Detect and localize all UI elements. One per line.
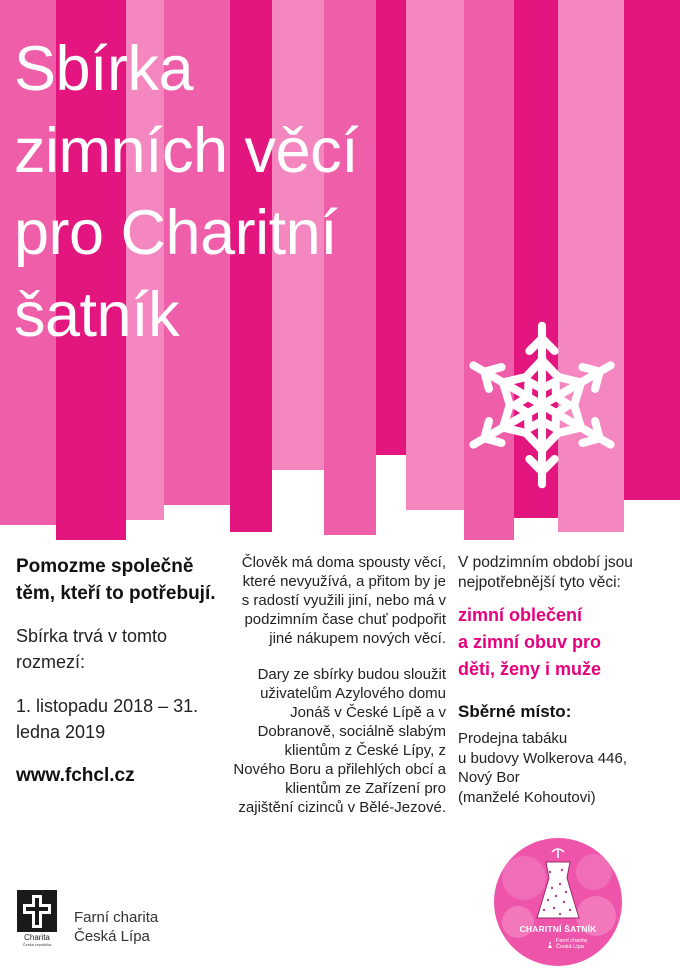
- lead-text: Pomozme společně těm, kteří to potřebují.: [16, 556, 216, 604]
- intro-paragraph: Člověk má doma spousty věcí, které nevyužívá, a přitom by je s radostí využili jiní, nebo má v podzimním čase chuť podpořit jiné nákupem nových věcí.: [241, 554, 446, 647]
- title-line: Sbírka: [14, 34, 194, 104]
- charitni-satnik-badge: [494, 838, 622, 966]
- info-column-middle: [232, 553, 446, 834]
- snowflake-icon: [452, 315, 632, 495]
- info-column-left: [16, 553, 221, 789]
- address-line: u budovy Wolkerova 446,: [458, 749, 627, 767]
- collection-point-address: [458, 729, 663, 807]
- needed-items: [458, 602, 663, 683]
- address-line: Prodejna tabáku: [458, 730, 568, 747]
- website-link[interactable]: www.fchcl.cz: [16, 765, 135, 786]
- stripe: [624, 0, 680, 500]
- info-column-right: [458, 553, 663, 807]
- badge-subtitle-line: Česká Lípa: [556, 944, 584, 950]
- logo-subcaption: Česká republika: [22, 942, 52, 947]
- badge-subtitle-line: Farní charita: [556, 938, 587, 944]
- collection-point-title: Sběrné místo:: [458, 702, 572, 721]
- badge-subtitle: [556, 938, 606, 950]
- needed-items-intro: V podzimním období jsou nejpotřebnější tyto věci:: [458, 554, 633, 591]
- needed-items-line: zimní oblečení: [458, 605, 583, 625]
- address-line: (manželé Kohoutovi): [458, 788, 596, 806]
- duration-label: Sbírka trvá v tomto rozmezí:: [16, 626, 168, 672]
- title-line: pro Charitní: [14, 198, 338, 268]
- organization-name-line: Česká Lípa: [74, 928, 150, 945]
- organization-name-line: Farní charita: [74, 909, 159, 926]
- charita-logo: [16, 889, 206, 949]
- beneficiaries-paragraph: Dary ze sbírky budou sloužit uživatelům Azylového domu Jonáš v České Lípě a v Dobranově, sociálně slabým klientům z České Lípy, z Nového Boru a přilehlých obcí a klientům ze Zařízení pro zajištění cizinců v Bělé-Jezové.: [233, 666, 446, 816]
- poster-title: [14, 28, 358, 356]
- title-line: zimních věcí: [14, 116, 359, 186]
- badge-title: CHARITNÍ ŠATNÍK: [519, 924, 597, 934]
- stripe: [376, 0, 406, 455]
- needed-items-line: děti, ženy i muže: [458, 659, 602, 679]
- collection-dates: 1. listopadu 2018 – 31. ledna 2019: [16, 696, 199, 742]
- needed-items-line: a zimní obuv pro: [458, 632, 602, 652]
- organization-name: [74, 908, 158, 946]
- logo-caption: Charita: [24, 933, 50, 942]
- title-line: šatník: [14, 280, 180, 350]
- address-line: Nový Bor: [458, 769, 520, 786]
